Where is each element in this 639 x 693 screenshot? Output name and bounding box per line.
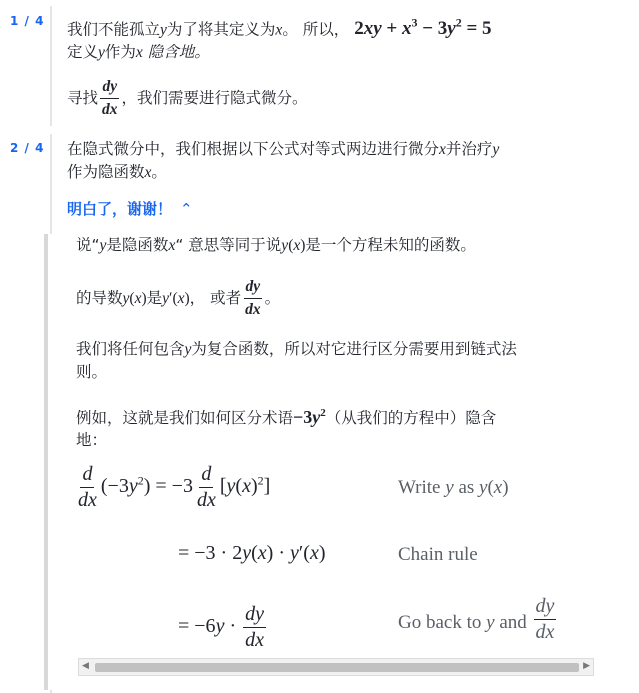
chevron-up-icon: ⌃ — [180, 200, 193, 218]
step-counter: 1 / 4 — [10, 14, 45, 28]
text-segment: 我们将任何包含 — [76, 340, 185, 358]
hint-paragraph1: 说“y是隐函数x“ 意思等同于说y(x)是一个方程未知的函数。 — [76, 236, 476, 254]
scrollbar-thumb[interactable] — [95, 663, 579, 672]
rule-label-2: Chain rule — [398, 544, 478, 565]
text-segment: 的导数 — [76, 289, 123, 307]
step-divider — [50, 6, 52, 126]
text-segment: 在隐式微分中，我们根据以下公式对等式两边进行微分 — [67, 140, 440, 158]
hint-paragraph3: 我们将任何包含y为复合函数，所以对它进行区分需要用到链式法 则。 — [76, 340, 517, 381]
hint-panel — [44, 234, 596, 690]
step1-paragraph2 — [67, 76, 308, 121]
text-segment: ，我们需要进行隐式微分。 — [121, 89, 308, 107]
dy-dx-fraction: $\frac{dy}{dx}$ — [102, 78, 118, 118]
text-segment: 作为隐函数 — [67, 163, 145, 181]
text-segment: 说“ — [76, 236, 100, 254]
text-segment: 例如，这就是我们如何区分术语 — [76, 409, 294, 427]
text-segment: Write — [398, 477, 441, 498]
text-segment: 地： — [76, 431, 108, 449]
text-segment: 。 — [264, 289, 281, 307]
text-segment: 定义 — [67, 43, 99, 62]
scroll-right-icon[interactable]: ▶ — [583, 661, 590, 671]
step2-paragraph1: 在隐式微分中，我们根据以下公式对等式两边进行微分x并治疗y 作为隐函数x。 — [67, 140, 500, 181]
rule-label-1: Write y as y(x) — [398, 477, 509, 498]
text-segment: 是一个方程未知的函数。 — [305, 236, 476, 254]
scroll-left-icon[interactable]: ◀ — [82, 661, 89, 671]
step-counter: 2 / 4 — [10, 141, 45, 155]
text-segment: Go back to — [398, 611, 482, 633]
hint-toggle-label: 明白了，谢谢！ — [67, 200, 173, 218]
text-segment: and — [499, 611, 527, 633]
step1-paragraph1: 我们不能孤立y为了将其定义为x。 所以， $2xy + x^3 - 3y^2 = 5$ 定义y作为x 隐含地。 — [67, 16, 492, 62]
horizontal-scrollbar[interactable] — [78, 658, 594, 676]
rule-label-3: Go back to y and $\frac{dy}{dx}$ — [398, 595, 555, 643]
text-segment: （从我们的方程中）隐含 — [325, 409, 497, 427]
text-segment: 寻找 — [67, 89, 99, 107]
hint-toggle-button[interactable] — [67, 198, 193, 219]
text-segment: “ 意思等同于说 — [175, 236, 282, 254]
equation-row-1: $\frac{d}{dx}$ $(-3y^2) = -3$ $\frac{d}{dx}$ $[y(x)^2]$ — [78, 463, 271, 511]
text-segment: 并治疗 — [445, 140, 493, 158]
equation-row-3: = −6y · $\frac{dy}{dx}$ — [178, 603, 265, 651]
text-segment: 为复合函数，所以对它进行区分需要用到链式法 — [191, 340, 517, 358]
text-segment: 则。 — [76, 363, 108, 381]
text-segment: 。 — [151, 163, 167, 181]
text-segment: 隐含地。 — [147, 43, 210, 62]
text-segment: 。 所以， — [282, 20, 350, 39]
text-segment: ， 或者 — [189, 289, 242, 307]
equation: $2xy + x^3 - 3y^2 = 5$ — [354, 16, 492, 40]
text-segment: 是隐函数 — [106, 236, 169, 254]
text-segment: 我们不能孤立 — [67, 20, 161, 39]
dy-dx-fraction: $\frac{dy}{dx}$ — [245, 278, 261, 318]
text-segment: 作为 — [104, 43, 136, 62]
text-segment: 为了将其定义为 — [166, 20, 276, 39]
hint-paragraph2: 的导数y(x)是y′(x)， 或者 $\frac{dy}{dx}$ 。 — [76, 276, 280, 321]
equation-row-2: = −3 · 2y(x) · y′(x) — [178, 542, 326, 564]
hint-paragraph4: 例如，这就是我们如何区分术语$-3y^2$（从我们的方程中）隐含 地： — [76, 407, 497, 449]
text-segment: 是 — [146, 289, 163, 307]
text-segment: as — [458, 477, 475, 498]
